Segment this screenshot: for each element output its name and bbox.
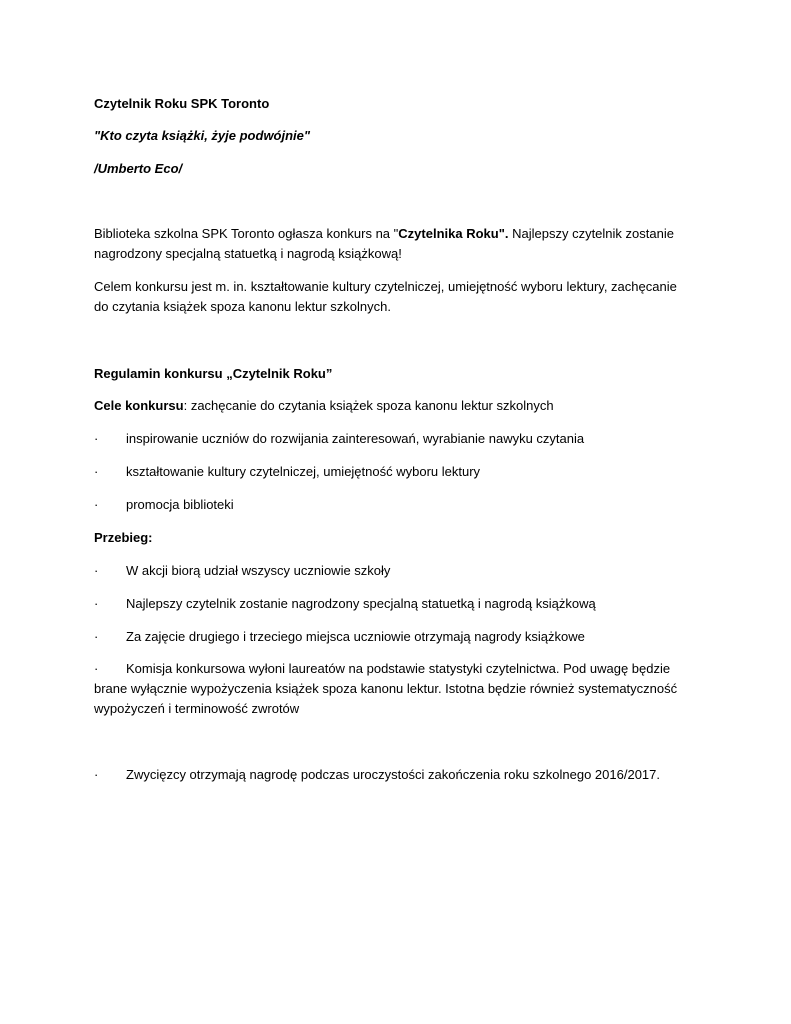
goals-line: [94, 396, 554, 416]
bullet-icon: ·: [94, 497, 99, 512]
bullet-icon: ·: [94, 629, 99, 644]
intro-paragraph: [94, 224, 694, 264]
list-item: [94, 659, 694, 719]
list-item-text: Zwycięzcy otrzymają nagrodę podczas uroczystości zakończenia roku szkolnego 2016/2017.: [126, 767, 660, 782]
bullet-icon: ·: [94, 563, 99, 578]
list-item-text: W akcji biorą udział wszyscy uczniowie szkoły: [126, 563, 391, 578]
list-item-text: inspirowanie uczniów do rozwijania zainteresowań, wyrabianie nawyku czytania: [126, 431, 585, 446]
bullet-icon: ·: [94, 596, 99, 611]
list-item-text: promocja biblioteki: [126, 497, 234, 512]
rules-heading: Regulamin konkursu „Czytelnik Roku”: [94, 366, 333, 381]
intro-text-end: Najlepszy czytelnik zostanie nagrodzony specjalną statuetką i nagrodą książkową!: [94, 226, 674, 261]
intro-text-start: Biblioteka szkolna SPK Toronto ogłasza konkurs na ": [94, 226, 399, 241]
list-item: [94, 627, 694, 647]
list-item: [94, 765, 694, 785]
process-label: Przebieg:: [94, 530, 153, 545]
list-item-text: Komisja konkursowa wyłoni laureatów na podstawie statystyki czytelnictwa. Pod uwagę będzie brane wyłącznie wypożyczenia książek spoza kanonu lektur. Istotna będzie również systematyczność wypożyczeń i terminowość zwrotów: [94, 661, 678, 716]
bullet-icon: ·: [94, 661, 99, 676]
document-title: Czytelnik Roku SPK Toronto: [94, 96, 270, 111]
goals-label: Cele konkursu: [94, 398, 184, 413]
list-item: [94, 495, 694, 515]
goals-text: : zachęcanie do czytania książek spoza kanonu lektur szkolnych: [183, 398, 554, 413]
intro-bold-text: Czytelnika Roku".: [398, 226, 509, 241]
bullet-icon: ·: [94, 767, 99, 782]
goal-paragraph: Celem konkursu jest m. in. kształtowanie kultury czytelniczej, umiejętność wyboru lektury, zachęcanie do czytania książek spoza kanonu lektur szkolnych.: [94, 279, 677, 314]
quote-author: /Umberto Eco/: [94, 161, 183, 176]
list-item-text: Za zajęcie drugiego i trzeciego miejsca uczniowie otrzymają nagrody książkowe: [126, 629, 585, 644]
list-item: [94, 594, 694, 614]
bullet-icon: ·: [94, 431, 99, 446]
list-item: [94, 462, 694, 482]
list-item-text: kształtowanie kultury czytelniczej, umiejętność wyboru lektury: [126, 464, 481, 479]
quote: "Kto czyta książki, żyje podwójnie": [94, 128, 311, 143]
bullet-icon: ·: [94, 464, 99, 479]
list-item: [94, 429, 694, 449]
list-item-text: Najlepszy czytelnik zostanie nagrodzony specjalną statuetką i nagrodą książkową: [126, 596, 596, 611]
list-item: [94, 561, 694, 581]
